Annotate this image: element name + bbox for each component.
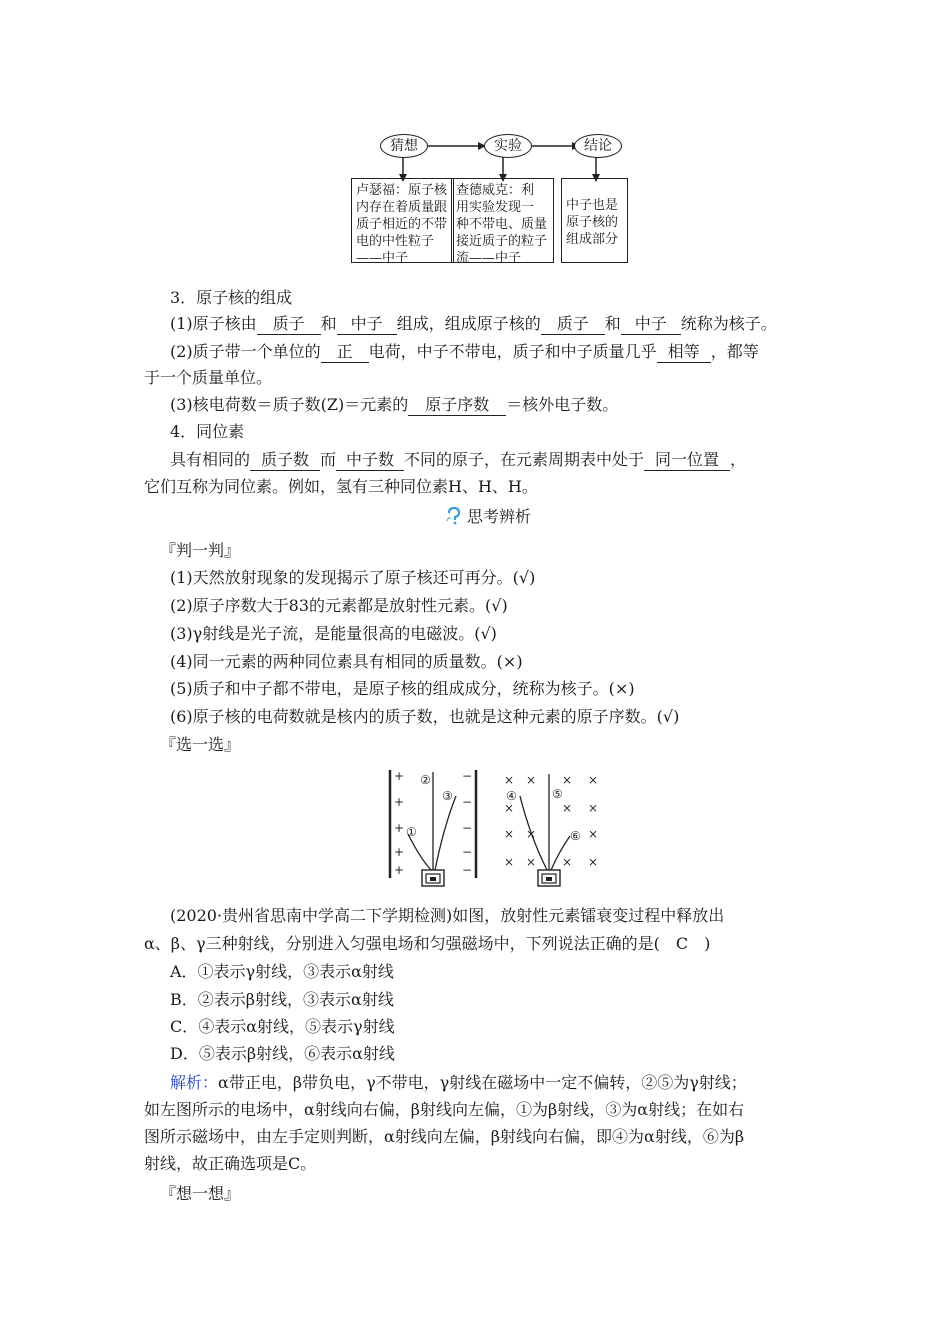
svg-text:−: − <box>462 863 473 877</box>
section-3-line-2: (2)质子带一个单位的 正 电荷，中子不带电，质子和中子质量几乎 相等 ，都等 <box>170 342 759 361</box>
analysis-line-1: 解析：α带正电，β带负电，γ不带电，γ射线在磁场中一定不偏转，②⑤为γ射线； <box>170 1073 747 1092</box>
flow-box-conclusion: 中子也是 原子核的 组成部分 <box>561 178 628 263</box>
analysis-line-4: 射线，故正确选项是C。 <box>144 1154 317 1173</box>
svg-text:②: ② <box>420 773 431 787</box>
radiation-field-figure <box>380 766 620 892</box>
svg-text:⑤: ⑤ <box>552 787 563 801</box>
question-line-2: α、β、γ三种射线，分别进入匀强电场和匀强磁场中，下列说法正确的是( C ) <box>144 934 711 953</box>
judge-item-3: (3)γ射线是光子流，是能量很高的电磁波。(√) <box>170 624 497 643</box>
svg-text:×: × <box>588 827 599 841</box>
option-d: D．⑤表示β射线，⑥表示α射线 <box>170 1044 395 1063</box>
svg-text:×: × <box>588 801 599 815</box>
flow-node-conclusion: 结论 <box>574 134 622 158</box>
section-3-title: 3．原子核的组成 <box>170 288 293 307</box>
svg-text:×: × <box>504 827 515 841</box>
section-4-title: 4．同位素 <box>170 422 245 441</box>
section-4-line-1b: 它们互称为同位素。例如，氢有三种同位素H、H、H。 <box>144 477 538 496</box>
svg-text:⑥: ⑥ <box>570 829 581 843</box>
judge-item-2: (2)原子序数大于83的元素都是放射性元素。(√) <box>170 596 508 615</box>
judge-item-1: (1)天然放射现象的发现揭示了原子核还可再分。(√) <box>170 568 536 587</box>
section-3-line-2b: 于一个质量单位。 <box>144 368 273 387</box>
flow-box-chadwick: 查德威克：利 用实验发现一 种不带电、质量 接近质子的粒子 流——中子 <box>451 178 554 263</box>
svg-text:×: × <box>526 855 537 869</box>
svg-text:−: − <box>462 845 473 859</box>
section-4-line-1: 具有相同的 质子数 而 中子数 不同的原子，在元素周期表中处于 同一位置 ， <box>170 450 747 469</box>
choose-title: 『选一选』 <box>160 735 241 754</box>
svg-text:④: ④ <box>506 789 517 803</box>
svg-text:+: + <box>394 845 405 859</box>
svg-text:+: + <box>394 863 405 877</box>
svg-text:×: × <box>562 773 573 787</box>
svg-text:×: × <box>504 855 515 869</box>
think-heading: 思考辨析 <box>445 507 531 527</box>
svg-text:×: × <box>562 801 573 815</box>
plus-signs <box>394 769 404 877</box>
judge-item-6: (6)原子核的电荷数就是核内的质子数，也就是这种元素的原子序数。(√) <box>170 707 680 726</box>
judge-item-5: (5)质子和中子都不带电，是原子核的组成成分，统称为核子。(×) <box>170 679 635 698</box>
option-b: B．②表示β射线，③表示α射线 <box>170 990 394 1009</box>
svg-text:−: − <box>462 821 473 835</box>
svg-text:③: ③ <box>442 789 453 803</box>
section-3-line-1: (1)原子核由 质子 和 中子 组成，组成原子核的 质子 和 中子 统称为核子。 <box>170 314 777 333</box>
svg-text:×: × <box>526 827 537 841</box>
question-line-1: (2020·贵州省思南中学高二下学期检测)如图，放射性元素镭衰变过程中释放出 <box>170 906 725 925</box>
analysis-line-2: 如左图所示的电场中，α射线向右偏，β射线向左偏，①为β射线，③为α射线；在如右 <box>144 1100 745 1119</box>
svg-text:−: − <box>462 769 473 783</box>
judge-title: 『判一判』 <box>160 541 241 560</box>
flow-node-hypothesis: 猜想 <box>380 134 428 158</box>
svg-text:①: ① <box>406 825 417 839</box>
svg-text:×: × <box>504 773 515 787</box>
flow-box-rutherford: 卢瑟福：原子核 内存在着质量跟 质子相近的不带 电的中性粒子 ——中子 <box>351 178 454 263</box>
option-a: A．①表示γ射线，③表示α射线 <box>170 962 394 981</box>
analysis-line-3: 图所示磁场中，由左手定则判断，α射线向左偏，β射线向右偏，即④为α射线，⑥为β <box>144 1127 745 1146</box>
svg-text:−: − <box>462 795 473 809</box>
svg-text:×: × <box>526 773 537 787</box>
svg-text:×: × <box>588 855 599 869</box>
svg-text:×: × <box>504 801 515 815</box>
flow-node-experiment: 实验 <box>484 134 532 158</box>
analysis-label: 解析： <box>170 1073 219 1092</box>
section-3-line-3: (3)核电荷数＝质子数(Z)＝元素的 原子序数 ＝核外电子数。 <box>170 395 619 414</box>
svg-text:+: + <box>394 795 405 809</box>
judge-item-4: (4)同一元素的两种同位素具有相同的质量数。(×) <box>170 652 523 671</box>
svg-text:×: × <box>562 855 573 869</box>
svg-text:+: + <box>394 821 405 835</box>
thinking-icon <box>445 507 461 525</box>
think-more-title: 『想一想』 <box>160 1184 241 1203</box>
option-c: C．④表示α射线，⑤表示γ射线 <box>170 1017 395 1036</box>
minus-signs <box>462 769 472 877</box>
svg-text:+: + <box>394 769 405 783</box>
svg-text:×: × <box>588 773 599 787</box>
